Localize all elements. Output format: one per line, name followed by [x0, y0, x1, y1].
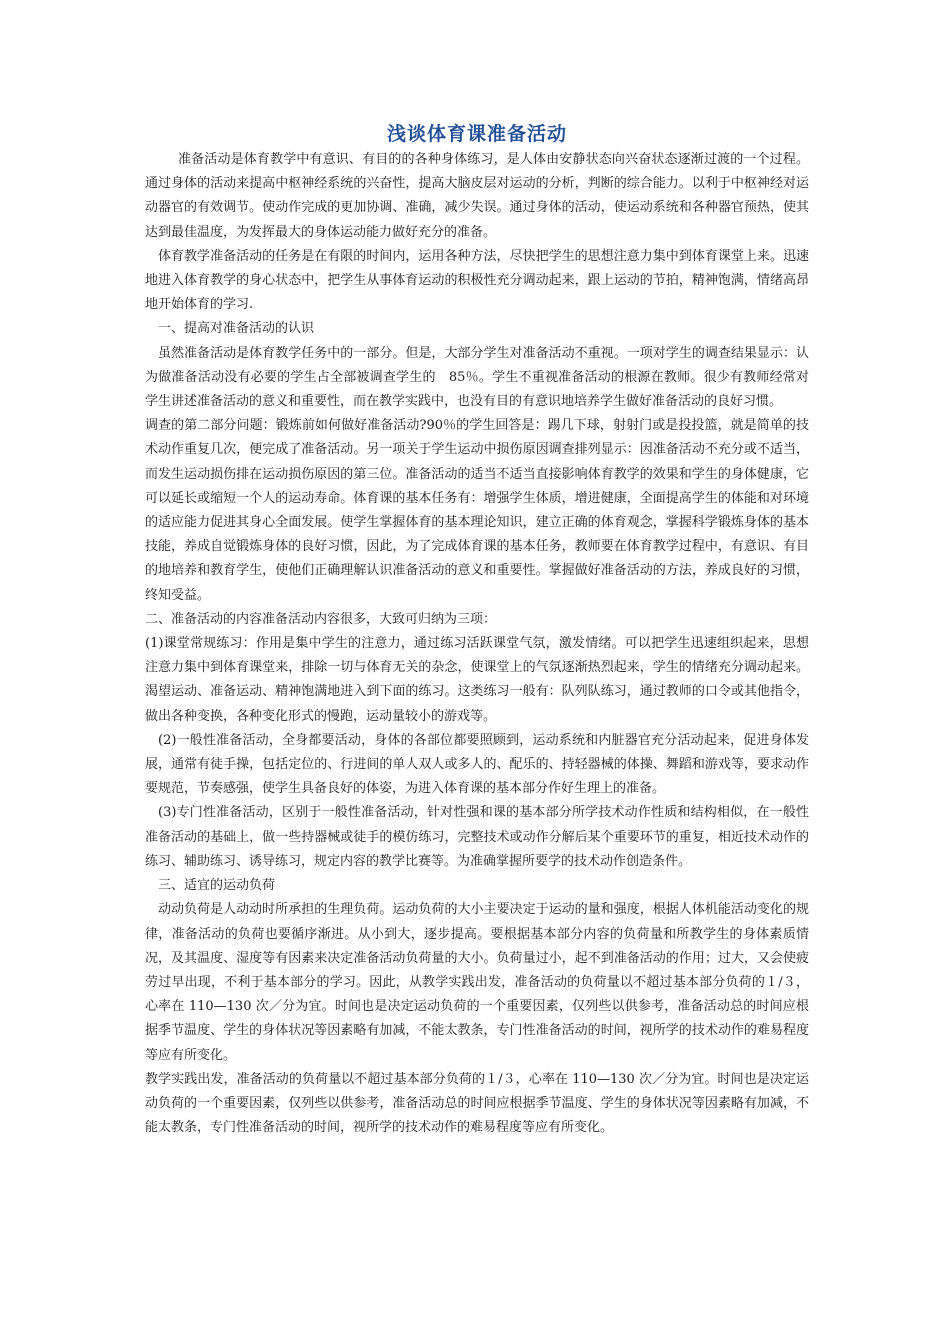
paragraph-survey: 虽然准备活动是体育教学任务中的一部分。但是，大部分学生对准备活动不重视。一项对学生的调查结果显示：认为做准备活动没有必要的学生占全部被调查学生的 85％。学生不重视准备活动的根源在教师。很少有教师经常对学生讲述准备活动的意义和重要性，而在教学实践中，也没有目的有意识地培养学生做好准备活动的良好习惯。: [145, 345, 809, 410]
paragraph-survey-part-2: 调查的第二部分问题：锻炼前如何做好准备活动?90％的学生回答是：踢几下球，射射门或是投投篮，就是简单的技术动作重复几次，便完成了准备活动。另一项关于学生运动中损伤原因调查排列显示：因准备活动不充分或不适当，而发生运动损伤排在运动损伤原因的第三位。准备活动的适当不适当直接影响体育教学的效果和学生的身体健康，它可以延长或缩短一个人的运动寿命。体育课的基本任务有：增强学生体质，增进健康，全面提高学生的体能和对环境的适应能力促进其身心全面发展。使学生掌握体育的基本理论知识，建立正确的体育观念，掌握科学锻炼身体的基本技能，养成自觉锻炼身体的良好习惯，因此，为了完成体育课的基本任务，教师要在体育教学过程中，有意识、有目的地培养和教育学生，使他们正确理解认识准备活动的意义和重要性。掌握做好准备活动的方法，养成良好的习惯，终知受益。: [145, 418, 809, 603]
paragraph-practice: 教学实践出发，准备活动的负荷量以不超过基本部分负荷的１/３，心率在 110—130 次／分为宜。时间也是决定运动负荷的一个重要因素，仅列些以供参考，准备活动总的时间应根据季节温度、学生的身体状况等因素略有加减，不能太教条，专门性准备活动的时间，视所学的技术动作的难易程度等应有所变化。: [145, 1071, 809, 1136]
paragraph-item-3: (3)专门性准备活动，区别于一般性准备活动，针对性强和课的基本部分所学技术动作性质和结构相似，在一般性准备活动的基础上，做一些持器械或徒手的模仿练习，完整技术或动作分解后某个重要环节的重复，相近技术动作的练习、辅助练习、诱导练习，规定内容的教学比赛等。为准确掌握所要学的技术动作创造条件。: [145, 805, 809, 869]
paragraph-intro: 准备活动是体育教学中有意识、有目的的各种身体练习，是人体由安静状态向兴奋状态逐渐过渡的一个过程。通过身体的活动来提高中枢神经系统的兴奋性，提高大脑皮层对运动的分析，判断的综合能力。以利于中枢神经对运动器官的有效调节。使动作完成的更加协调、准确，减少失误。通过身体的活动，使运动系统和各种器官预热，使其达到最佳温度，为发挥最大的身体运动能力做好充分的准备。: [145, 152, 809, 240]
section-heading-2: 二、准备活动的内容准备活动内容很多，大致可归纳为三项：: [145, 611, 497, 627]
section-heading-3: 三、适宜的运动负荷: [158, 878, 276, 894]
document-body: [145, 120, 809, 1140]
paragraph-item-1: (1)课堂常规练习：作用是集中学生的注意力，通过练习活跃课堂气氛，激发情绪。可以把学生迅速组织起来，思想注意力集中到体育课堂来，排除一切与体育无关的杂念，使课堂上的气氛逐渐热烈起来，学生的情绪充分调动起来。渴望运动、准备运动、精神饱满地进入到下面的练习。这类练习一般有：队列队练习，通过教师的口令或其他指令，做出各种变换，各种变化形式的慢跑，运动量较小的游戏等。: [145, 636, 809, 724]
paragraph-task: 体育教学准备活动的任务是在有限的时间内，运用各种方法，尽快把学生的思想注意力集中到体育课堂上来。迅速地进入体育教学的身心状态中，把学生从事体育运动的积极性充分调动起来，跟上运动的节拍，精神饱满，情绪高昂地开始体育的学习.: [145, 248, 809, 313]
document-title: 浅谈体育课准备活动: [386, 123, 567, 145]
section-heading-1: 一、提高对准备活动的认识: [158, 321, 315, 337]
paragraph-item-2: (2)一般性准备活动，全身都要活动，身体的各部位都要照顾到，运动系统和内脏器官充分活动起来，促进身体发展，通常有徒手操，包括定位的、行进间的单人双人或多人的、配乐的、持轻器械的体操、舞蹈和游戏等，要求动作要规范，节奏感强，使学生具备良好的体姿，为进入体育课的基本部分作好生理上的准备。: [145, 732, 809, 797]
paragraph-load: 动动负荷是人动动时所承担的生理负荷。运动负荷的大小主要决定于运动的量和强度，根据人体机能活动变化的规律，准备活动的负荷也要循序渐进。从小到大，逐步提高。要根据基本部分内容的负荷量和所教学生的身体素质情况，及其温度、湿度等有因素来决定准备活动负荷量的大小。负荷量过小，起不到准备活动的作用；过大，又会使疲劳过早出现，不利于基本部分的学习。因此，从教学实践出发，准备活动的负荷量以不超过基本部分负荷的１/３，心率在 110—130 次／分为宜。时间也是决定运动负荷的一个重要因素，仅列些以供参考，准备活动总的时间应根据季节温度、学生的身体状况等因素略有加减，不能太教条，专门性准备活动的时间，视所学的技术动作的难易程度等应有所变化。: [145, 902, 809, 1063]
